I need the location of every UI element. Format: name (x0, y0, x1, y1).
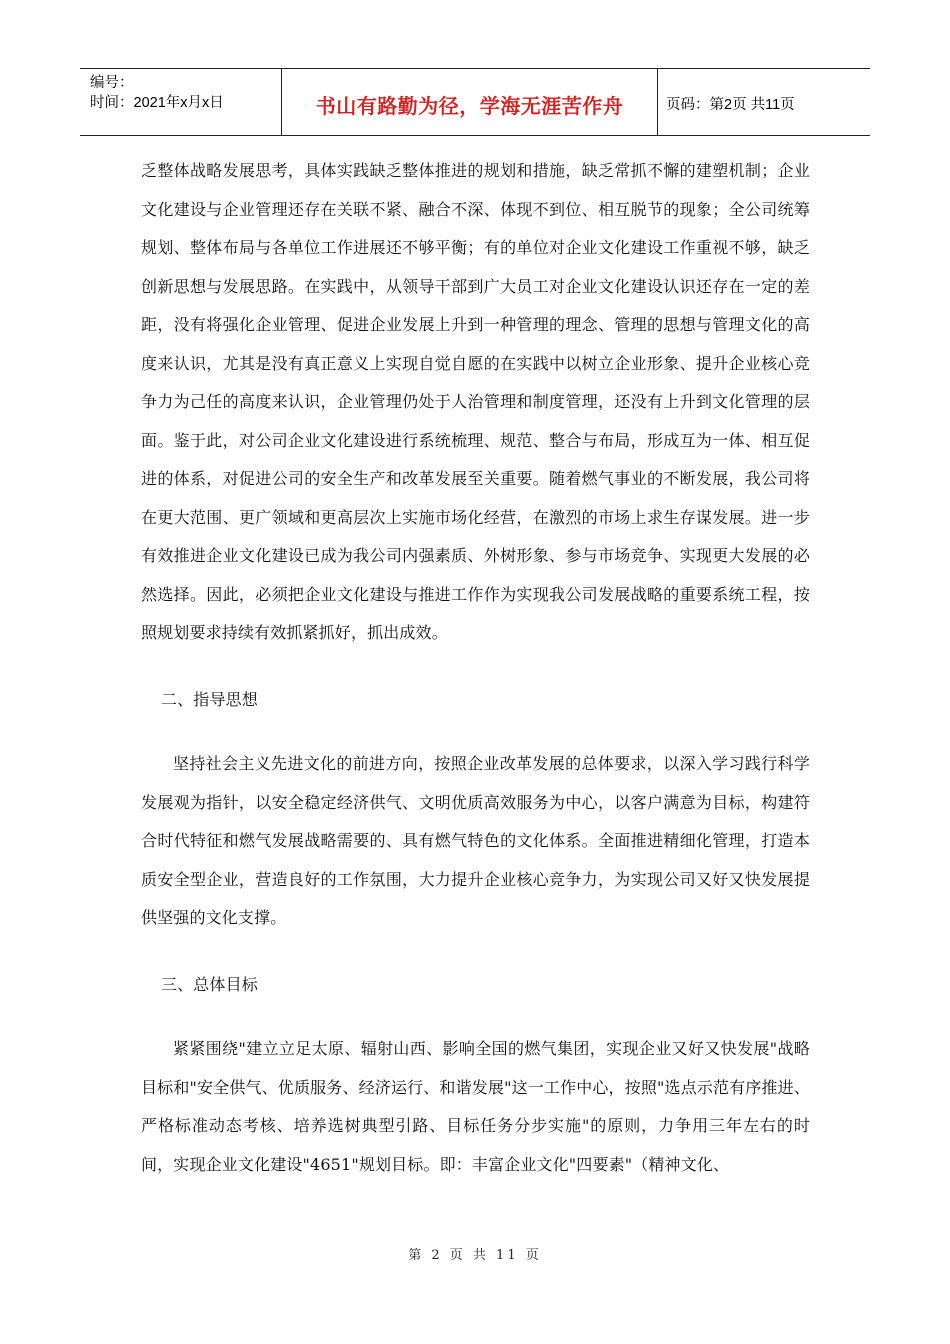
page-footer: 第 2 页 共 11 页 (408, 1248, 542, 1263)
section-heading: 二、指导思想 (161, 689, 258, 709)
section-heading: 三、总体目标 (161, 974, 258, 994)
body-paragraph: 坚持社会主义先进文化的前进方向，按照企业改革发展的总体要求，以深入学习践行科学发展观为指针，以安全稳定经济供气、文明优质高效服务为中心，以客户满意为目标，构建符合时代特征和燃气发展战略需要的、具有燃气特色的文化体系。全面推进精细化管理，打造本质安全型企业，营造良好的工作氛围，大力提升企业核心竞争力，为实现公司又好又快发展提供坚强的文化支撑。 (141, 754, 810, 927)
header-meta-cell (80, 69, 282, 135)
document-header (80, 68, 870, 136)
document-body (141, 152, 810, 1184)
document-code-label: 编号： (90, 75, 134, 91)
spacer (141, 653, 810, 681)
header-page-cell (658, 69, 870, 135)
spacer (141, 938, 810, 966)
header-motto: 书山有路勤为径，学海无涯苦作舟 (315, 93, 624, 118)
header-page-info: 页码：第2页 共11页 (666, 96, 795, 113)
body-paragraph: 紧紧围绕"建立立足太原、辐射山西、影响全国的燃气集团，实现企业又好又快发展"战略目标和"安全供气、优质服务、经济运行、和谐发展"这一工作中心，按照"选点示范有序推进、严格标准动态考核、培养选树典型引路、目标任务分步实施"的原则，力争用三年左右的时间，实现企业文化建设"4651"规划目标。即：丰富企业文化"四要素"（精神文化、 (141, 1039, 810, 1174)
header-motto-cell (282, 69, 658, 135)
body-paragraph: 乏整体战略发展思考，具体实践缺乏整体推进的规划和措施，缺乏常抓不懈的建塑机制；企业文化建设与企业管理还存在关联不紧、融合不深、体现不到位、相互脱节的现象；全公司统筹规划、整体布局与各单位工作进展还不够平衡；有的单位对企业文化建设工作重视不够，缺乏创新思想与发展思路。在实践中，从领导干部到广大员工对企业文化建设认识还存在一定的差距，没有将强化企业管理、促进企业发展上升到一种管理的理念、管理的思想与管理文化的高度来认识，尤其是没有真正意义上实现自觉自愿的在实践中以树立企业形象、提升企业核心竞争力为己任的高度来认识，企业管理仍处于人治管理和制度管理，还没有上升到文化管理的层面。鉴于此，对公司企业文化建设进行系统梳理、规范、整合与布局，形成互为一体、相互促进的体系，对促进公司的安全生产和改革发展至关重要。随着燃气事业的不断发展，我公司将在更大范围、更广领域和更高层次上实施市场化经营，在激烈的市场上求生存谋发展。进一步有效推进企业文化建设已成为我公司内强素质、外树形象、参与市场竞争、实现更大发展的必然选择。因此，必须把企业文化建设与推进工作作为实现我公司发展战略的重要系统工程，按照规划要求持续有效抓紧抓好，抓出成效。 (141, 161, 810, 642)
spacer (141, 1004, 810, 1030)
spacer (141, 719, 810, 745)
document-date: 时间：2021年x月x日 (90, 95, 224, 111)
